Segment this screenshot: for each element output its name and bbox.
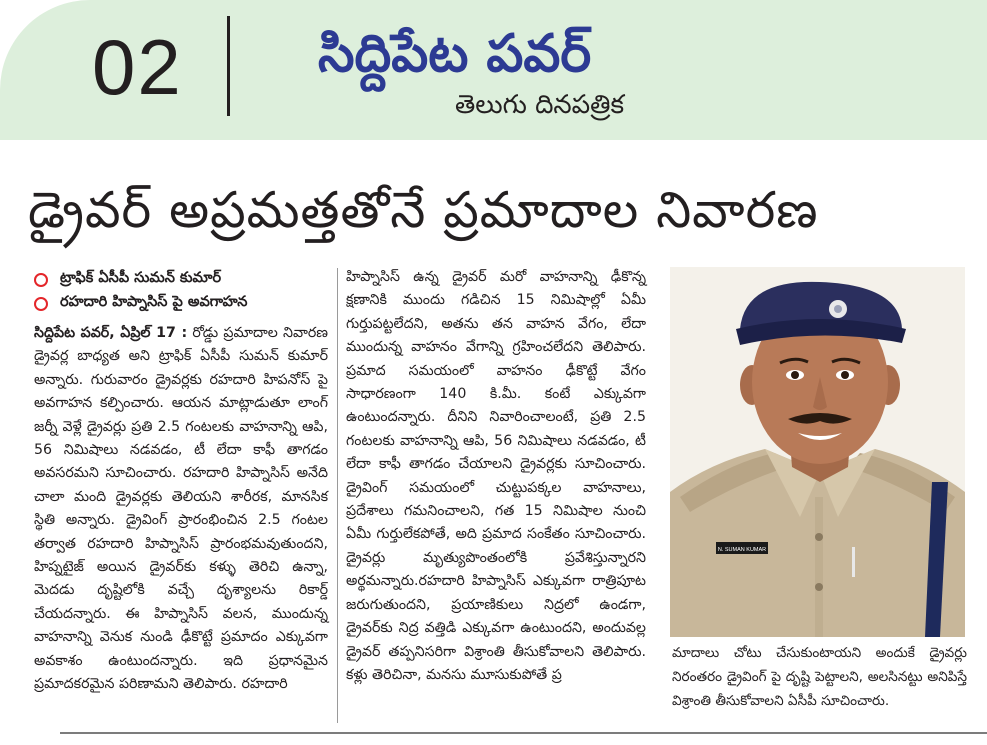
- dateline: సిద్దిపేట పవర్, ఏప్రిల్ 17 :: [34, 325, 188, 341]
- masthead: [0, 0, 987, 140]
- article-headline: డ్రైవర్ అప్రమత్తతోనే ప్రమాదాల నివారణ: [28, 181, 819, 239]
- column-1-body: రోడ్డు ప్రమాదాల నివారణ డ్రైవర్ల బాధ్యత అని ట్రాఫిక్ ఏసీపీ సుమన్ కుమార్ అన్నారు. గురువారం డ్రైవర్లకు రహదారి హిపనోస్ పై అవగాహన కల్పించారు. ఆయన మాట్లాడుతూ లాంగ్ జర్నీ వెళ్లే డ్రైవర్లు ప్రతి 2.5 గంటలకు వాహనాన్ని ఆపి, 56 నిమిషాలు నడవడం, టీ లేదా కాఫీ తాగడం అవసరమని సూచించారు. రహదారి హిప్నాసిస్ అనేది చాలా మంది డ్రైవర్లకు తెలియని శారీరక, మానసిక స్థితి అన్నారు. డ్రైవింగ్ ప్రారంభించిన 2.5 గంటల తర్వాత రహదారి హిప్నాసిస్ ప్రారంభమవుతుందని, హిప్నటైజ్ అయిన డ్రైవర్‌కు కళ్ళు తెరిచి ఉన్నా, మెదడు దృష్టిలోకి వచ్చే దృశ్యాలను రికార్డ్ చేయదన్నారు. ఈ హిప్నాసిస్ వలన, ముందున్న వాహనాన్ని వెనుక నుండి ఢీకొట్టే ప్రమాదం ఎక్కువగా అవకాశం ఉంటుందన్నారు. ఇది ప్రధానమైన ప్రమాదకరమైన పరిణామని తెలిపారు. రహదారి: [34, 325, 329, 693]
- subhead-bullets: [34, 268, 334, 316]
- article-column-2: [346, 266, 646, 687]
- page-number: 02: [92, 23, 183, 111]
- officer-photo: [670, 267, 965, 637]
- paper-tagline: తెలుగు దినపత్రిక: [455, 90, 625, 120]
- name-tag-text: N. SUMAN KUMAR: [717, 547, 767, 553]
- column-divider: [337, 268, 338, 723]
- article-column-1: [34, 322, 328, 697]
- photo-caption: మాదాలు చోటు చేసుకుంటాయని అందుకే డ్రైవర్లు నిరంతరం డ్రైవింగ్ పై దృష్టి పెట్టాలని, అలసినట్టు అనిపిస్తే విశ్రాంతి తీసుకోవాలని ఏసీపీ సూచించారు.: [672, 645, 967, 709]
- ring-bullet-icon: [34, 273, 48, 287]
- subhead-text: ట్రాఫిక్ ఏసీపీ సుమన్ కుమార్: [60, 270, 222, 286]
- column-2-body: హిప్నాసిస్ ఉన్న డ్రైవర్ మరో వాహనాన్ని ఢీకొన్న క్షణానికి ముందు గడిచిన 15 నిమిషాల్లో ఏమీ గుర్తుపట్టలేదని, అతను తన వాహన వేగం, లేదా ముందున్న వాహనం వేగాన్ని గ్రహించలేదని తెలిపారు. ప్రమాద సమయంలో వాహనం ఢీకొట్టే వేగం సాధారణంగా 140 కి.మీ. కంటే ఎక్కువగా ఉంటుందన్నారు. దీనిని నివారించాలంటే, ప్రతి 2.5 గంటలకు వాహనాన్ని ఆపి, 56 నిమిషాలు నడవడం, టీ లేదా కాఫీ తాగడం చేయాలని డ్రైవర్లకు సూచించారు. డ్రైవింగ్ సమయంలో చుట్టుపక్కల వాహనాలు, ప్రదేశాలు గమనించాలని, గత 15 నిమిషాల నుంచి ఏమీ గుర్తులేకపోతే, అది ప్రమాద సంకేతం సూచించారు. డ్రైవర్లు మృత్యుపొంతంలోకి ప్రవేశిస్తున్నారని అర్థమన్నారు.రహదారి హిప్నాసిస్ ఎక్కువగా రాత్రిపూట జరుగుతుందని, ప్రయాణికులు నిద్రలో ఉండగా, డ్రైవర్‌కు నిద్ర వత్తిడి ఎక్కువగా ఉంటుందని, అందువల్ల డ్రైవర్ తప్పనిసరిగా విశ్రాంతి తీసుకోవాలని తెలిపారు. కళ్లు తెరిచినా, మనసు మూసుకుపోతే ప్ర: [346, 269, 646, 683]
- paper-name-logo: సిద్దిపేట పవర్: [318, 24, 592, 84]
- bottom-divider: [60, 732, 987, 734]
- masthead-divider: [227, 16, 230, 116]
- subhead-bullet: [34, 292, 334, 316]
- subhead-bullet: [34, 268, 334, 292]
- officer-portrait-image: [670, 267, 965, 637]
- ring-bullet-icon: [34, 297, 48, 311]
- subhead-text: రహదారి హిప్నాసిస్ పై అవగాహన: [60, 294, 248, 310]
